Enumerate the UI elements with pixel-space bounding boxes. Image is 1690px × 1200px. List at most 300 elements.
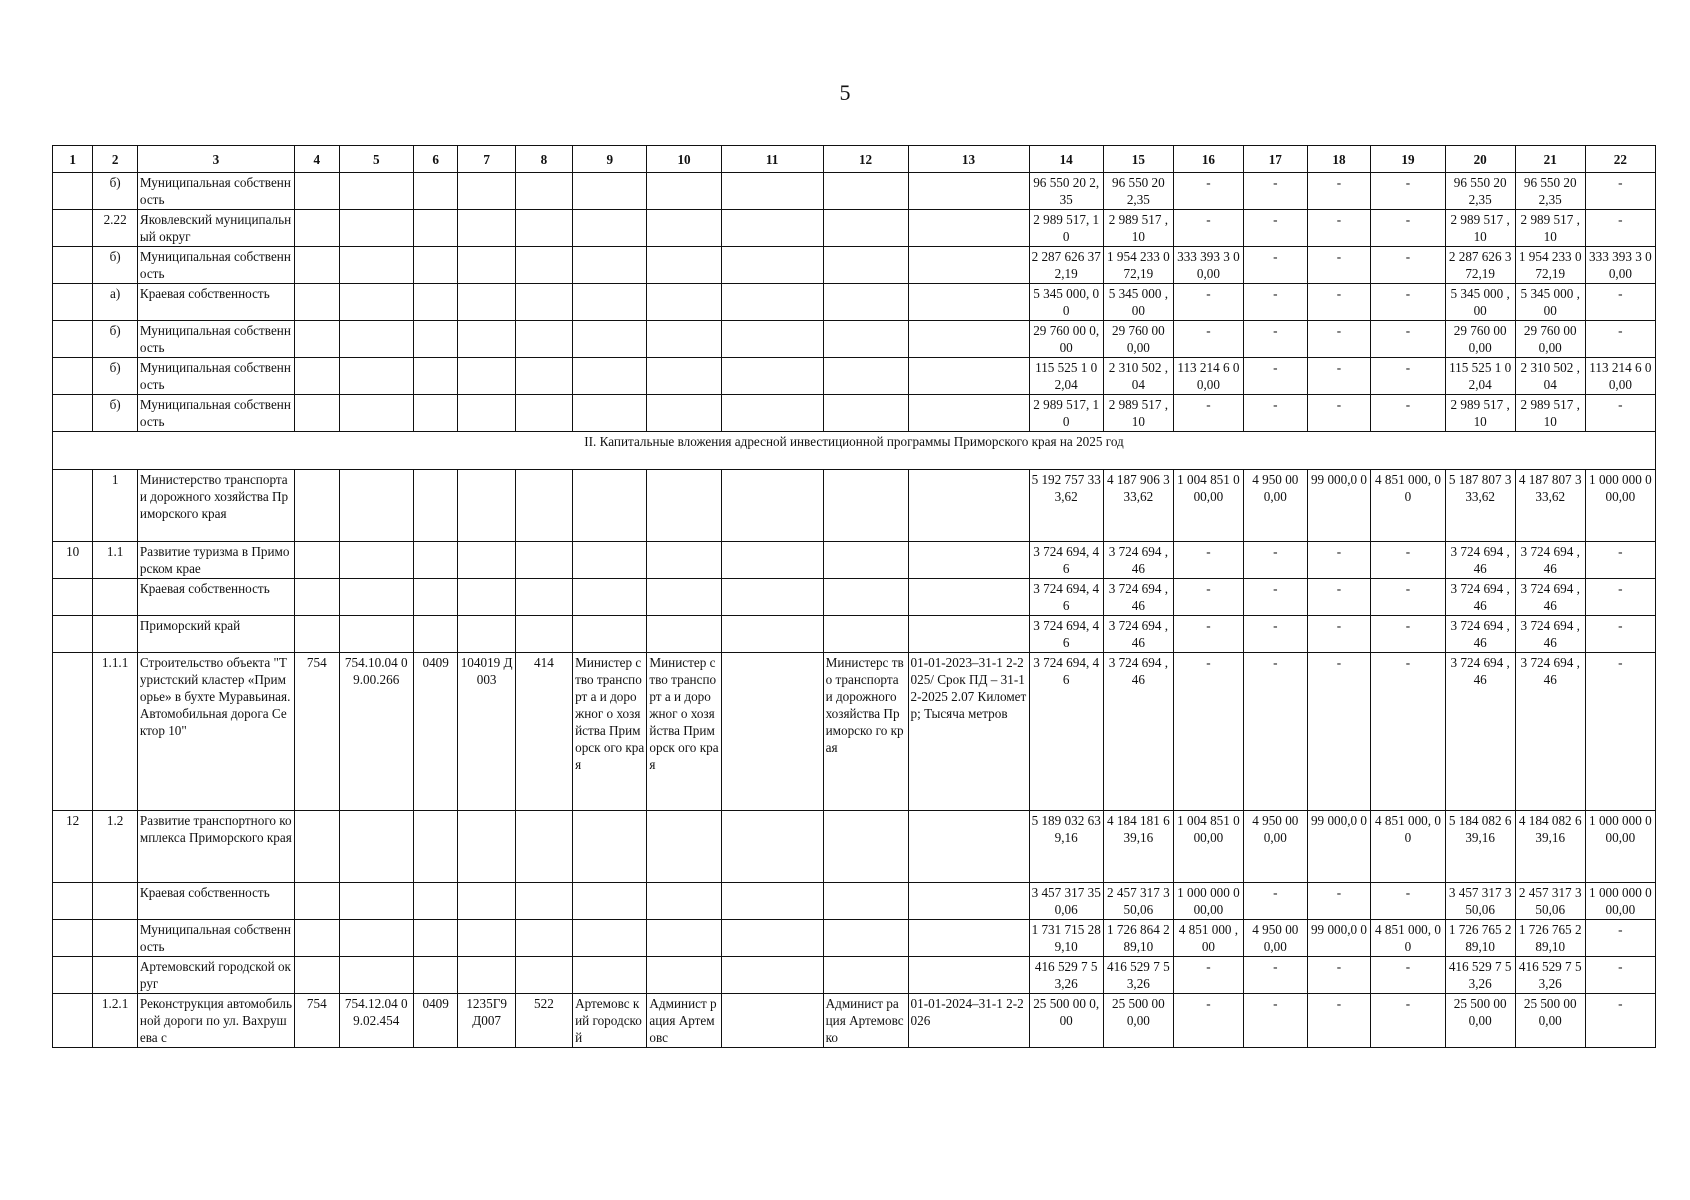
cell-col-1: 12: [53, 811, 93, 883]
cell-col-20: 416 529 7 53,26: [1445, 957, 1515, 994]
cell-col-11: [721, 284, 823, 321]
cell-col-6: [413, 470, 458, 542]
cell-col-5: [339, 542, 413, 579]
cell-col-8: [515, 470, 572, 542]
cell-col-6: [413, 284, 458, 321]
cell-col-9: [573, 811, 647, 883]
cell-col-1: [53, 284, 93, 321]
cell-col-16: 333 393 3 00,00: [1173, 247, 1243, 284]
cell-col-2: б): [93, 358, 138, 395]
cell-col-17: -: [1243, 883, 1307, 920]
cell-col-14: 96 550 20 2,35: [1029, 173, 1103, 210]
cell-col-13: 01-01-2024–31-1 2-2026: [908, 994, 1029, 1048]
cell-col-14: 5 189 032 639,16: [1029, 811, 1103, 883]
cell-col-4: [295, 284, 340, 321]
cell-col-19: -: [1371, 210, 1445, 247]
column-header: 4: [295, 146, 340, 173]
column-header: 10: [647, 146, 721, 173]
cell-col-18: -: [1307, 210, 1371, 247]
cell-col-17: 4 950 00 0,00: [1243, 470, 1307, 542]
cell-col-12: [823, 210, 908, 247]
cell-col-9: [573, 542, 647, 579]
column-header: 11: [721, 146, 823, 173]
section-row: [53, 432, 1656, 470]
cell-col-18: 99 000,0 0: [1307, 811, 1371, 883]
cell-col-7: [458, 957, 515, 994]
cell-col-9: [573, 920, 647, 957]
cell-col-21: 2 457 317 350,06: [1515, 883, 1585, 920]
cell-col-1: [53, 957, 93, 994]
cell-col-16: -: [1173, 210, 1243, 247]
cell-col-4: [295, 395, 340, 432]
cell-col-5: [339, 957, 413, 994]
cell-col-21: 25 500 00 0,00: [1515, 994, 1585, 1048]
cell-col-2: [93, 579, 138, 616]
cell-col-21: 96 550 20 2,35: [1515, 173, 1585, 210]
cell-col-17: -: [1243, 616, 1307, 653]
cell-col-6: [413, 883, 458, 920]
cell-col-10: [647, 210, 721, 247]
cell-col-18: -: [1307, 616, 1371, 653]
cell-col-21: 3 724 694 ,46: [1515, 616, 1585, 653]
cell-col-1: [53, 173, 93, 210]
cell-col-9: [573, 883, 647, 920]
cell-col-21: 5 345 000 ,00: [1515, 284, 1585, 321]
cell-col-13: [908, 210, 1029, 247]
cell-col-20: 2 989 517 ,10: [1445, 210, 1515, 247]
cell-col-5: [339, 920, 413, 957]
cell-col-9: Артемовс кий городской: [573, 994, 647, 1048]
column-header: 13: [908, 146, 1029, 173]
cell-col-5: [339, 579, 413, 616]
table-row: [53, 883, 1656, 920]
cell-col-1: 10: [53, 542, 93, 579]
column-header: 14: [1029, 146, 1103, 173]
cell-col-15: 3 724 694 ,46: [1103, 653, 1173, 811]
cell-col-11: [721, 957, 823, 994]
cell-col-11: [721, 173, 823, 210]
cell-col-15: 96 550 20 2,35: [1103, 173, 1173, 210]
cell-col-1: [53, 210, 93, 247]
cell-col-17: -: [1243, 542, 1307, 579]
cell-col-8: [515, 358, 572, 395]
cell-col-22: -: [1585, 616, 1655, 653]
cell-col-17: -: [1243, 210, 1307, 247]
cell-col-13: [908, 579, 1029, 616]
cell-col-4: [295, 616, 340, 653]
cell-col-20: 29 760 00 0,00: [1445, 321, 1515, 358]
cell-col-8: [515, 883, 572, 920]
cell-col-10: [647, 321, 721, 358]
cell-col-8: [515, 173, 572, 210]
cell-col-1: [53, 920, 93, 957]
cell-col-20: 3 724 694 ,46: [1445, 579, 1515, 616]
cell-col-4: [295, 957, 340, 994]
cell-col-18: 99 000,0 0: [1307, 920, 1371, 957]
cell-col-2: 1.2.1: [93, 994, 138, 1048]
cell-col-18: -: [1307, 542, 1371, 579]
cell-col-16: 1 004 851 000,00: [1173, 470, 1243, 542]
cell-col-6: [413, 920, 458, 957]
column-header: 21: [1515, 146, 1585, 173]
cell-col-5: [339, 358, 413, 395]
cell-col-22: 1 000 000 000,00: [1585, 883, 1655, 920]
cell-col-10: [647, 811, 721, 883]
cell-col-14: 3 457 317 350,06: [1029, 883, 1103, 920]
cell-col-4: 754: [295, 653, 340, 811]
cell-col-22: -: [1585, 957, 1655, 994]
cell-col-11: [721, 920, 823, 957]
cell-col-3: Краевая собственность: [137, 579, 294, 616]
cell-col-3: Муниципальная собственность: [137, 173, 294, 210]
cell-col-15: 4 184 181 639,16: [1103, 811, 1173, 883]
cell-col-7: [458, 920, 515, 957]
cell-col-12: [823, 470, 908, 542]
cell-col-6: [413, 173, 458, 210]
cell-col-12: [823, 920, 908, 957]
cell-col-5: [339, 616, 413, 653]
table-row: [53, 210, 1656, 247]
table-row: [53, 542, 1656, 579]
column-header: 7: [458, 146, 515, 173]
cell-col-16: -: [1173, 321, 1243, 358]
cell-col-7: [458, 358, 515, 395]
cell-col-15: 1 954 233 072,19: [1103, 247, 1173, 284]
cell-col-17: 4 950 00 0,00: [1243, 811, 1307, 883]
cell-col-15: 25 500 00 0,00: [1103, 994, 1173, 1048]
cell-col-11: [721, 811, 823, 883]
cell-col-18: -: [1307, 395, 1371, 432]
cell-col-20: 1 726 765 289,10: [1445, 920, 1515, 957]
cell-col-11: [721, 321, 823, 358]
cell-col-21: 3 724 694 ,46: [1515, 579, 1585, 616]
cell-col-11: [721, 653, 823, 811]
cell-col-7: [458, 210, 515, 247]
cell-col-11: [721, 579, 823, 616]
cell-col-15: 1 726 864 289,10: [1103, 920, 1173, 957]
cell-col-10: [647, 883, 721, 920]
cell-col-10: [647, 616, 721, 653]
cell-col-16: -: [1173, 957, 1243, 994]
cell-col-6: [413, 957, 458, 994]
cell-col-13: [908, 358, 1029, 395]
cell-col-20: 5 345 000 ,00: [1445, 284, 1515, 321]
cell-col-8: [515, 247, 572, 284]
cell-col-19: -: [1371, 653, 1445, 811]
cell-col-8: 522: [515, 994, 572, 1048]
cell-col-5: [339, 883, 413, 920]
cell-col-8: [515, 579, 572, 616]
cell-col-16: -: [1173, 994, 1243, 1048]
cell-col-16: -: [1173, 653, 1243, 811]
table-row: [53, 395, 1656, 432]
cell-col-1: [53, 395, 93, 432]
column-header: 2: [93, 146, 138, 173]
cell-col-17: -: [1243, 173, 1307, 210]
cell-col-5: [339, 321, 413, 358]
cell-col-2: 2.22: [93, 210, 138, 247]
cell-col-17: 4 950 00 0,00: [1243, 920, 1307, 957]
cell-col-2: [93, 920, 138, 957]
cell-col-22: -: [1585, 395, 1655, 432]
table-row: [53, 247, 1656, 284]
cell-col-12: [823, 616, 908, 653]
cell-col-3: Муниципальная собственность: [137, 321, 294, 358]
cell-col-5: 754.10.04 09.00.266: [339, 653, 413, 811]
cell-col-6: [413, 579, 458, 616]
cell-col-21: 3 724 694 ,46: [1515, 653, 1585, 811]
cell-col-2: б): [93, 173, 138, 210]
cell-col-3: Муниципальная собственность: [137, 247, 294, 284]
cell-col-8: [515, 542, 572, 579]
table-row: [53, 653, 1656, 811]
cell-col-2: б): [93, 395, 138, 432]
cell-col-17: -: [1243, 653, 1307, 811]
cell-col-19: -: [1371, 957, 1445, 994]
cell-col-1: [53, 247, 93, 284]
table-row: [53, 579, 1656, 616]
column-header: 16: [1173, 146, 1243, 173]
cell-col-11: [721, 358, 823, 395]
cell-col-4: [295, 883, 340, 920]
cell-col-21: 2 310 502 ,04: [1515, 358, 1585, 395]
cell-col-22: -: [1585, 210, 1655, 247]
cell-col-2: б): [93, 247, 138, 284]
cell-col-14: 2 989 517, 10: [1029, 210, 1103, 247]
cell-col-6: [413, 321, 458, 358]
cell-col-9: [573, 957, 647, 994]
cell-col-20: 2 989 517 ,10: [1445, 395, 1515, 432]
cell-col-17: -: [1243, 358, 1307, 395]
cell-col-9: [573, 210, 647, 247]
cell-col-13: [908, 284, 1029, 321]
cell-col-3: Муниципальная собственность: [137, 358, 294, 395]
cell-col-21: 29 760 00 0,00: [1515, 321, 1585, 358]
cell-col-15: 416 529 7 53,26: [1103, 957, 1173, 994]
cell-col-1: [53, 579, 93, 616]
cell-col-2: [93, 957, 138, 994]
cell-col-1: [53, 653, 93, 811]
cell-col-8: [515, 957, 572, 994]
cell-col-4: [295, 210, 340, 247]
cell-col-8: [515, 210, 572, 247]
cell-col-16: 1 000 000 000,00: [1173, 883, 1243, 920]
cell-col-1: [53, 994, 93, 1048]
cell-col-4: [295, 358, 340, 395]
cell-col-2: а): [93, 284, 138, 321]
cell-col-19: -: [1371, 542, 1445, 579]
cell-col-10: [647, 173, 721, 210]
cell-col-10: Админист рация Артемовс: [647, 994, 721, 1048]
column-header: 3: [137, 146, 294, 173]
cell-col-1: [53, 883, 93, 920]
cell-col-17: -: [1243, 284, 1307, 321]
cell-col-14: 29 760 00 0,00: [1029, 321, 1103, 358]
cell-col-4: [295, 920, 340, 957]
cell-col-14: 25 500 00 0,00: [1029, 994, 1103, 1048]
cell-col-8: [515, 616, 572, 653]
cell-col-7: [458, 579, 515, 616]
cell-col-6: [413, 247, 458, 284]
cell-col-14: 416 529 7 53,26: [1029, 957, 1103, 994]
cell-col-10: [647, 920, 721, 957]
cell-col-7: [458, 811, 515, 883]
cell-col-5: [339, 395, 413, 432]
cell-col-3: Яковлевский муниципальный округ: [137, 210, 294, 247]
cell-col-13: [908, 542, 1029, 579]
column-header: 17: [1243, 146, 1307, 173]
cell-col-16: -: [1173, 579, 1243, 616]
cell-col-12: [823, 883, 908, 920]
cell-col-11: [721, 883, 823, 920]
cell-col-10: [647, 247, 721, 284]
cell-col-15: 2 989 517 ,10: [1103, 395, 1173, 432]
cell-col-6: [413, 616, 458, 653]
table-row: [53, 994, 1656, 1048]
cell-col-7: 1235Г9 Д007: [458, 994, 515, 1048]
cell-col-8: 414: [515, 653, 572, 811]
cell-col-3: Строительство объекта "Туристский кластер «Приморье» в бухте Муравьиная. Автомобильная дорога Сектор 10": [137, 653, 294, 811]
cell-col-16: -: [1173, 284, 1243, 321]
cell-col-8: [515, 395, 572, 432]
cell-col-5: [339, 173, 413, 210]
cell-col-22: 113 214 6 00,00: [1585, 358, 1655, 395]
cell-col-5: 754.12.04 09.02.454: [339, 994, 413, 1048]
column-header: 22: [1585, 146, 1655, 173]
cell-col-3: Реконструкция автомобильной дороги по ул. Вахрушева с: [137, 994, 294, 1048]
cell-col-4: [295, 579, 340, 616]
cell-col-19: 4 851 000, 00: [1371, 920, 1445, 957]
cell-col-13: [908, 173, 1029, 210]
table-row: [53, 811, 1656, 883]
cell-col-19: -: [1371, 284, 1445, 321]
cell-col-5: [339, 210, 413, 247]
cell-col-7: [458, 247, 515, 284]
cell-col-13: [908, 247, 1029, 284]
cell-col-18: -: [1307, 321, 1371, 358]
cell-col-22: -: [1585, 994, 1655, 1048]
cell-col-5: [339, 247, 413, 284]
cell-col-15: 2 310 502 ,04: [1103, 358, 1173, 395]
column-header: 9: [573, 146, 647, 173]
cell-col-2: 1.2: [93, 811, 138, 883]
cell-col-6: 0409: [413, 653, 458, 811]
cell-col-4: [295, 542, 340, 579]
cell-col-18: -: [1307, 579, 1371, 616]
cell-col-12: [823, 579, 908, 616]
cell-col-12: [823, 247, 908, 284]
cell-col-8: [515, 811, 572, 883]
column-header: 12: [823, 146, 908, 173]
cell-col-16: -: [1173, 616, 1243, 653]
cell-col-2: 1.1.1: [93, 653, 138, 811]
cell-col-12: Министерс тво транспорта и дорожного хозяйства Приморско го края: [823, 653, 908, 811]
cell-col-9: [573, 321, 647, 358]
cell-col-15: 3 724 694 ,46: [1103, 616, 1173, 653]
cell-col-16: 113 214 6 00,00: [1173, 358, 1243, 395]
cell-col-22: -: [1585, 579, 1655, 616]
cell-col-20: 3 724 694 ,46: [1445, 616, 1515, 653]
cell-col-3: Краевая собственность: [137, 883, 294, 920]
cell-col-2: 1: [93, 470, 138, 542]
table-body: [53, 173, 1656, 1048]
cell-col-15: 2 989 517 ,10: [1103, 210, 1173, 247]
cell-col-14: 3 724 694, 46: [1029, 616, 1103, 653]
cell-col-12: [823, 321, 908, 358]
cell-col-4: [295, 321, 340, 358]
cell-col-18: -: [1307, 284, 1371, 321]
cell-col-11: [721, 247, 823, 284]
table-row: [53, 321, 1656, 358]
cell-col-7: [458, 883, 515, 920]
cell-col-19: -: [1371, 579, 1445, 616]
cell-col-6: [413, 811, 458, 883]
table-row: [53, 358, 1656, 395]
cell-col-20: 3 724 694 ,46: [1445, 653, 1515, 811]
cell-col-14: 3 724 694, 46: [1029, 542, 1103, 579]
cell-col-8: [515, 321, 572, 358]
cell-col-13: [908, 957, 1029, 994]
cell-col-8: [515, 920, 572, 957]
cell-col-22: -: [1585, 173, 1655, 210]
cell-col-19: -: [1371, 358, 1445, 395]
cell-col-22: -: [1585, 920, 1655, 957]
cell-col-1: [53, 358, 93, 395]
cell-col-6: [413, 542, 458, 579]
cell-col-15: 3 724 694 ,46: [1103, 579, 1173, 616]
cell-col-21: 3 724 694 ,46: [1515, 542, 1585, 579]
cell-col-19: 4 851 000, 00: [1371, 811, 1445, 883]
cell-col-18: -: [1307, 994, 1371, 1048]
column-header: 20: [1445, 146, 1515, 173]
cell-col-6: [413, 395, 458, 432]
cell-col-22: -: [1585, 653, 1655, 811]
cell-col-17: -: [1243, 321, 1307, 358]
cell-col-3: Муниципальная собственность: [137, 395, 294, 432]
column-header: 1: [53, 146, 93, 173]
cell-col-17: -: [1243, 579, 1307, 616]
cell-col-15: 4 187 906 333,62: [1103, 470, 1173, 542]
cell-col-4: 754: [295, 994, 340, 1048]
cell-col-22: -: [1585, 542, 1655, 579]
cell-col-10: Министер ство транспорт а и дорожног о хозяйства Приморск ого края: [647, 653, 721, 811]
cell-col-11: [721, 210, 823, 247]
cell-col-13: [908, 616, 1029, 653]
cell-col-10: [647, 470, 721, 542]
cell-col-1: [53, 321, 93, 358]
cell-col-14: 3 724 694, 46: [1029, 579, 1103, 616]
cell-col-11: [721, 994, 823, 1048]
cell-col-13: [908, 883, 1029, 920]
cell-col-8: [515, 284, 572, 321]
cell-col-21: 4 187 807 333,62: [1515, 470, 1585, 542]
cell-col-13: [908, 470, 1029, 542]
column-header: 15: [1103, 146, 1173, 173]
cell-col-19: -: [1371, 994, 1445, 1048]
investment-program-table: [52, 145, 1656, 1048]
cell-col-2: 1.1: [93, 542, 138, 579]
cell-col-21: 416 529 7 53,26: [1515, 957, 1585, 994]
cell-col-17: -: [1243, 994, 1307, 1048]
cell-col-12: [823, 395, 908, 432]
cell-col-21: 2 989 517 ,10: [1515, 395, 1585, 432]
cell-col-6: [413, 358, 458, 395]
cell-col-5: [339, 284, 413, 321]
cell-col-12: [823, 957, 908, 994]
cell-col-22: 1 000 000 000,00: [1585, 811, 1655, 883]
cell-col-21: 1 954 233 072,19: [1515, 247, 1585, 284]
column-number-row: [53, 146, 1656, 173]
